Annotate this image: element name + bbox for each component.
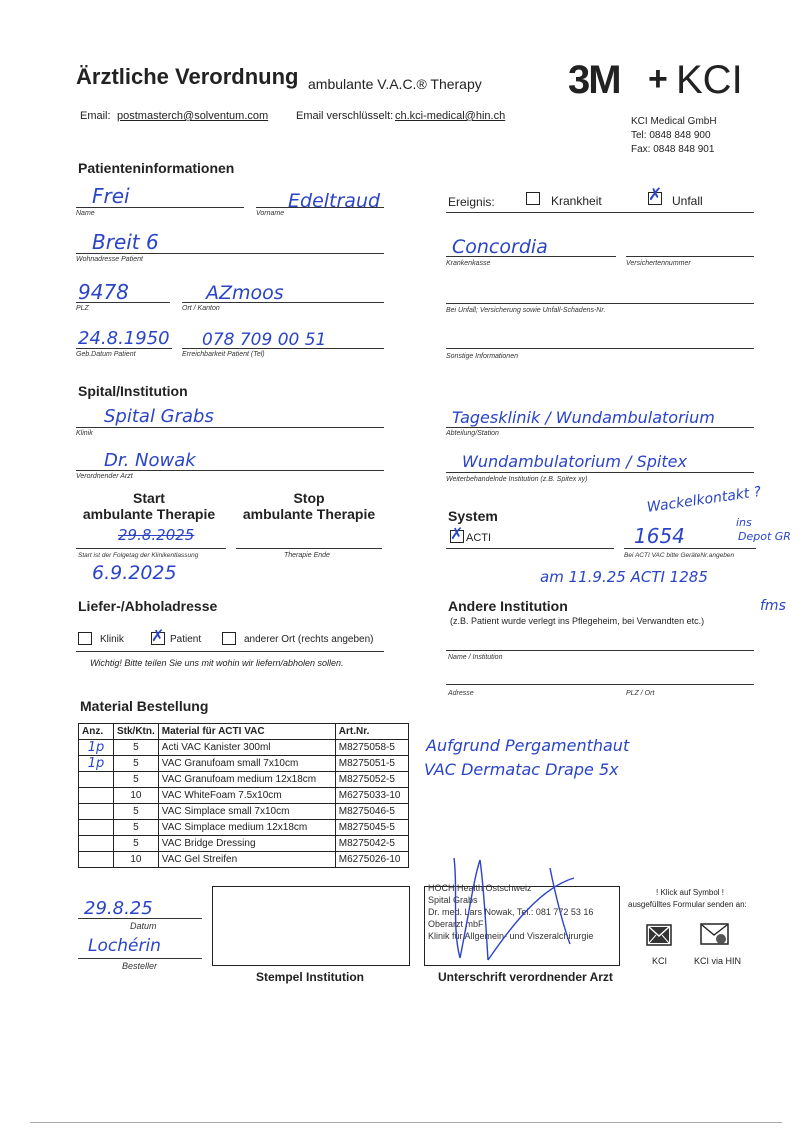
material-cell: VAC Granufoam medium 12x18cm xyxy=(158,772,335,788)
logo-plus-icon: + xyxy=(648,60,668,98)
click-hint-2: ausgefülltes Formular senden an: xyxy=(628,900,747,909)
ort-line xyxy=(182,302,384,303)
kk-line xyxy=(446,256,616,257)
unfall-check-mark-icon: ✗ xyxy=(648,185,663,205)
stop-line xyxy=(236,548,382,549)
abteilung-label: Abteilung/Station xyxy=(446,430,499,437)
anz-cell[interactable] xyxy=(79,820,114,836)
table-row[interactable] xyxy=(79,852,409,868)
stk-cell: 5 xyxy=(114,740,159,756)
arzt-line xyxy=(76,470,384,471)
andere-adresse-label: Adresse xyxy=(448,690,474,697)
logo-3m-text: 3M xyxy=(568,58,620,102)
besteller-signature[interactable]: Lochérin xyxy=(88,936,161,956)
start-date-value[interactable]: 6.9.2025 xyxy=(92,562,177,584)
abteilung-value[interactable]: Tagesklinik / Wundambulatorium xyxy=(452,408,715,427)
note-ins: ins xyxy=(736,516,752,529)
artnr-cell: M8275058-5 xyxy=(335,740,408,756)
system-line xyxy=(446,548,614,549)
stamp-line-3: Dr. med. Lars Nowak, Tel.: 081 772 53 16 xyxy=(428,907,594,917)
material-note-2: VAC Dermatac Drape 5x xyxy=(424,760,619,779)
material-cell: VAC WhiteFoam 7.5x10cm xyxy=(158,788,335,804)
anz-cell[interactable] xyxy=(79,852,114,868)
stamp-line-2: Spital Grabs xyxy=(428,895,478,905)
andere-adresse-line xyxy=(446,684,754,685)
section-delivery: Liefer-/Abholadresse xyxy=(78,598,218,614)
system-title: System xyxy=(448,508,498,524)
section-material: Material Bestellung xyxy=(80,698,209,714)
logo-kci-text: KCI xyxy=(676,58,743,102)
sonstige-label: Sonstige Informationen xyxy=(446,353,518,360)
address-label: Wohnadresse Patient xyxy=(76,256,143,263)
weiter-line xyxy=(446,472,754,473)
andere-institution-hint: (z.B. Patient wurde verlegt ins Pflegeheim, bei Verwandten etc.) xyxy=(450,616,705,626)
patient-vorname-value[interactable]: Edeltraud xyxy=(288,190,381,212)
artnr-cell: M8275046-5 xyxy=(335,804,408,820)
form-subtitle: ambulante V.A.C.® Therapy xyxy=(308,76,482,92)
device-number-value[interactable]: 1654 xyxy=(634,524,685,548)
device-label: Bei ACTI VAC bitte GeräteNr.angeben xyxy=(624,552,735,559)
delivery-hint: Wichtig! Bitte teilen Sie uns mit wohin wir liefern/abholen sollen. xyxy=(90,658,344,668)
unfall-checkbox[interactable] xyxy=(648,185,663,205)
start-date-struck[interactable]: 29.8.2025 xyxy=(118,526,195,544)
datum-line xyxy=(78,918,202,919)
tel-line xyxy=(182,348,384,349)
ereignis-line xyxy=(446,212,754,213)
sonstige-line xyxy=(446,348,754,349)
tel-label: Erreichbarkeit Patient (Tel) xyxy=(182,351,265,358)
anz-cell[interactable]: 1p xyxy=(79,740,114,756)
start-label: Start ist der Folgetag der Klinikentlassung xyxy=(78,552,199,559)
section-spital: Spital/Institution xyxy=(78,383,188,399)
patient-name-value[interactable]: Frei xyxy=(92,184,130,208)
email-link[interactable]: postmasterch@solventum.com xyxy=(117,110,269,122)
note-depot: Depot GR xyxy=(738,530,791,543)
krankheit-checkbox[interactable] xyxy=(526,192,540,205)
artnr-cell: M6275026-10 xyxy=(335,852,408,868)
stk-cell: 5 xyxy=(114,756,159,772)
envelope-icon xyxy=(646,924,672,946)
vorname-label: Vorname xyxy=(256,210,285,217)
dob-line xyxy=(76,348,172,349)
start-line xyxy=(76,548,226,549)
stop-title-2: ambulante Therapie xyxy=(242,506,376,522)
anz-cell[interactable]: 1p xyxy=(79,756,114,772)
anz-cell[interactable] xyxy=(79,772,114,788)
ort-label: Ort / Kanton xyxy=(182,305,220,312)
patient-address-value[interactable]: Breit 6 xyxy=(92,230,159,254)
artnr-cell: M8275045-5 xyxy=(335,820,408,836)
start-title-2: ambulante Therapie xyxy=(82,506,216,522)
stop-label: Therapie Ende xyxy=(284,552,330,559)
stk-cell: 10 xyxy=(114,788,159,804)
delivery-anderer-label: anderer Ort (rechts angeben) xyxy=(244,634,374,645)
weiter-value[interactable]: Wundambulatorium / Spitex xyxy=(462,452,687,471)
datum-label: Datum xyxy=(130,921,157,931)
material-cell: VAC Bridge Dressing xyxy=(158,836,335,852)
send-kci-hin-label: KCI via HIN xyxy=(694,956,742,966)
weiter-label: Weiterbehandelnde Institution (z.B. Spitex xy) xyxy=(446,476,588,483)
dob-label: Geb.Datum Patient xyxy=(76,351,136,358)
page-bottom-line xyxy=(30,1122,782,1123)
stk-cell: 5 xyxy=(114,804,159,820)
material-cell: VAC Simplace medium 12x18cm xyxy=(158,820,335,836)
vnr-label: Versichertennummer xyxy=(626,260,691,267)
email-encrypted-link[interactable]: ch.kci-medical@hin.ch xyxy=(395,110,506,122)
arzt-label: Verordnender Arzt xyxy=(76,473,133,480)
table-row[interactable] xyxy=(79,740,409,756)
acti-checkbox[interactable] xyxy=(450,524,464,543)
section-patient: Patienteninformationen xyxy=(78,160,235,176)
stk-cell: 5 xyxy=(114,836,159,852)
unfall-nr-label: Bei Unfall; Versicherung sowie Unfall-Schadens-Nr. xyxy=(446,307,606,314)
besteller-label: Besteller xyxy=(122,961,158,971)
krankheit-label: Krankheit xyxy=(551,194,602,208)
vnr-line xyxy=(626,256,754,257)
company-tel: Tel: 0848 848 900 xyxy=(631,130,711,141)
form-title: Ärztliche Verordnung xyxy=(76,64,299,89)
envelope-hin-icon xyxy=(700,920,730,948)
andere-plzort-label: PLZ / Ort xyxy=(626,690,655,697)
material-cell: Acti VAC Kanister 300ml xyxy=(158,740,335,756)
table-row[interactable] xyxy=(79,756,409,772)
company-fax: Fax: 0848 848 901 xyxy=(631,144,715,155)
vorname-line xyxy=(256,207,384,208)
send-kci-hin-button[interactable] xyxy=(700,920,730,948)
unfall-label: Unfall xyxy=(672,194,703,208)
name-label: Name xyxy=(76,210,95,217)
stop-title xyxy=(236,490,382,522)
andere-name-line xyxy=(446,650,754,651)
stop-title-1: Stop xyxy=(293,490,325,506)
stempel-label: Stempel Institution xyxy=(256,970,364,984)
stamp-line-5: Klinik für Allgemein- und Viszeralchirurgie xyxy=(428,931,594,941)
company-name: KCI Medical GmbH xyxy=(631,116,717,127)
doctor-signature-scribble xyxy=(440,848,590,968)
email-label: Email: xyxy=(80,110,111,122)
header-material: Material für ACTI VAC xyxy=(158,724,335,740)
unterschrift-label: Unterschrift verordnender Arzt xyxy=(438,970,613,984)
klinik-label: Klinik xyxy=(76,430,93,437)
delivery-klinik-checkbox[interactable] xyxy=(78,632,92,645)
header-stk: Stk/Ktn. xyxy=(114,724,159,740)
logo-3m-kci xyxy=(568,58,752,102)
arzt-value[interactable]: Dr. Nowak xyxy=(104,450,196,471)
table-row[interactable] xyxy=(79,820,409,836)
andere-name-label: Name / Institution xyxy=(448,654,503,661)
datum-value[interactable]: 29.8.25 xyxy=(84,898,153,919)
anz-cell[interactable] xyxy=(79,804,114,820)
artnr-cell: M6275033-10 xyxy=(335,788,408,804)
device-line xyxy=(624,548,756,549)
material-note-1: Aufgrund Pergamenthaut xyxy=(426,736,630,755)
material-table xyxy=(78,723,409,868)
patient-plz-value[interactable]: 9478 xyxy=(78,280,129,304)
klinik-line xyxy=(76,427,384,428)
start-title-1: Start xyxy=(133,490,165,506)
stamp-line-4: Oberarzt mbF xyxy=(428,919,484,929)
header-artnr: Art.Nr. xyxy=(335,724,408,740)
artnr-cell: M8275051-5 xyxy=(335,756,408,772)
delivery-patient-label: Patient xyxy=(170,634,202,645)
klinik-value[interactable]: Spital Grabs xyxy=(104,406,214,427)
unfall-nr-line xyxy=(446,303,754,304)
kk-label: Krankenkasse xyxy=(446,260,491,267)
krankenkasse-value[interactable]: Concordia xyxy=(452,236,548,258)
material-cell: VAC Gel Streifen xyxy=(158,852,335,868)
start-title xyxy=(76,490,222,522)
section-andere-institution: Andere Institution xyxy=(448,598,568,614)
ereignis-label: Ereignis: xyxy=(448,195,495,209)
send-kci-label: KCI xyxy=(652,956,668,966)
delivery-line xyxy=(76,651,384,652)
stk-cell: 5 xyxy=(114,772,159,788)
note-wackelkontakt: Wackelkontakt ? xyxy=(646,483,763,516)
table-row[interactable] xyxy=(79,772,409,788)
material-header-row xyxy=(79,724,409,740)
name-line xyxy=(76,207,244,208)
anz-cell[interactable] xyxy=(79,836,114,852)
patient-ort-value[interactable]: AZmoos xyxy=(206,282,284,304)
delivery-anderer-checkbox[interactable] xyxy=(222,632,236,645)
delivery-patient-check-mark-icon: ✗ xyxy=(151,626,165,645)
click-hint-1: ! Klick auf Symbol ! xyxy=(656,888,725,897)
anz-cell[interactable] xyxy=(79,788,114,804)
besteller-line xyxy=(78,958,202,959)
stk-cell: 10 xyxy=(114,852,159,868)
address-line xyxy=(76,253,384,254)
table-row[interactable] xyxy=(79,836,409,852)
table-row[interactable] xyxy=(79,788,409,804)
stk-cell: 5 xyxy=(114,820,159,836)
material-cell: VAC Granufoam small 7x10cm xyxy=(158,756,335,772)
email-encrypted-label: Email verschlüsselt: xyxy=(296,110,394,122)
artnr-cell: M8275052-5 xyxy=(335,772,408,788)
note-initials: fms xyxy=(760,598,786,614)
stempel-box[interactable] xyxy=(212,886,410,966)
material-cell: VAC Simplace small 7x10cm xyxy=(158,804,335,820)
header-anz: Anz. xyxy=(79,724,114,740)
delivery-patient-checkbox[interactable] xyxy=(151,626,165,645)
plz-label: PLZ xyxy=(76,305,89,312)
send-kci-button[interactable] xyxy=(646,924,672,946)
patient-dob-value[interactable]: 24.8.1950 xyxy=(78,328,170,349)
stamp-line-1: HOCH Health Ostschweiz xyxy=(428,883,532,893)
patient-tel-value[interactable]: 078 709 00 51 xyxy=(202,330,327,350)
plz-line xyxy=(76,302,170,303)
acti-label: ACTI xyxy=(466,532,492,544)
abteilung-line xyxy=(446,427,754,428)
artnr-cell: M8275042-5 xyxy=(335,836,408,852)
acti-check-mark-icon: ✗ xyxy=(450,524,464,543)
delivery-klinik-label: Klinik xyxy=(100,634,124,645)
note-return-date: am 11.9.25 ACTI 1285 xyxy=(540,568,708,586)
table-row[interactable] xyxy=(79,804,409,820)
